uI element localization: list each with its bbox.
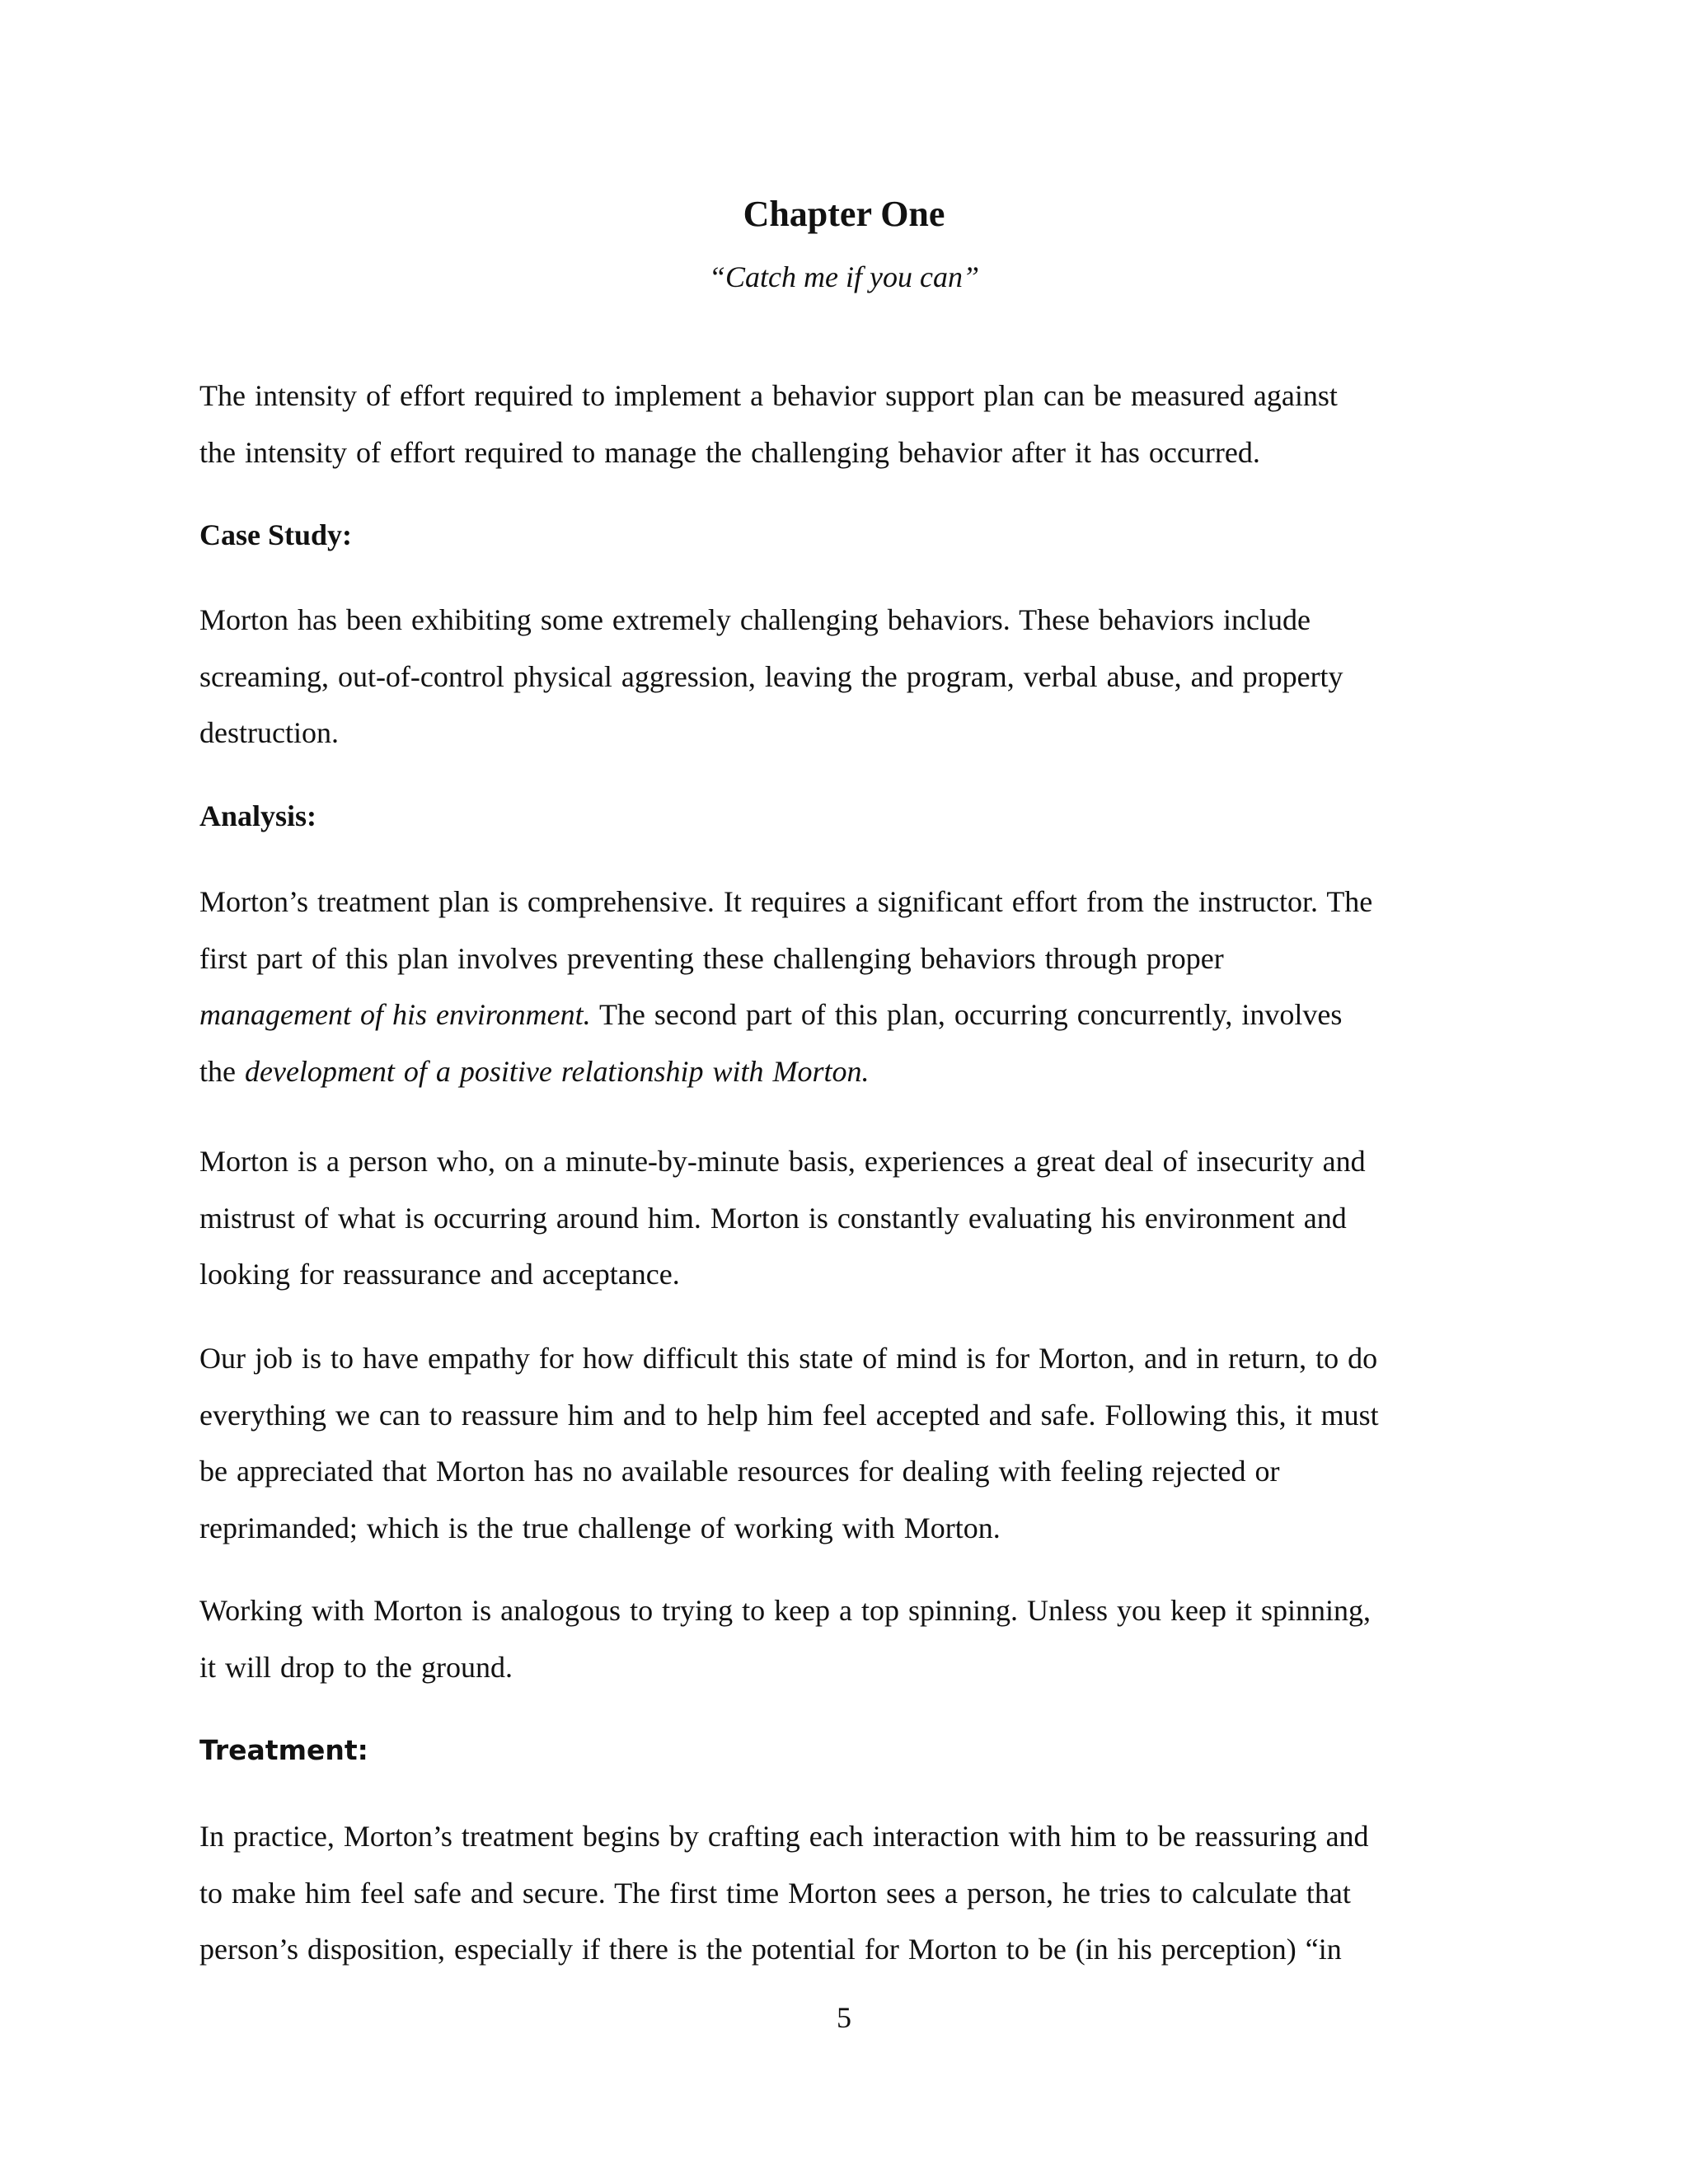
paragraph-line: reprimanded; which is the true challenge of working with Morton. [199,1511,1001,1544]
paragraph-line: everything we can to reassure him and to help him feel accepted and safe. Following this, it must [199,1398,1379,1432]
paragraph-line: person’s disposition, especially if there is the potential for Morton to be (in his perception) “in [199,1933,1342,1966]
emphasis-text: development of a positive relationship with Morton. [244,1054,870,1088]
paragraph-line [199,1043,1502,1100]
paragraph-line: In practice, Morton’s treatment begins by crafting each interaction with him to be reassuring and [199,1820,1369,1853]
paragraph-line: Morton has been exhibiting some extremely challenging behaviors. These behaviors include [199,603,1311,636]
paragraph-line: mistrust of what is occurring around him. Morton is constantly evaluating his environment and [199,1201,1347,1235]
intro-paragraph [199,368,1502,480]
paragraph-line: first part of this plan involves preventing these challenging behaviors through proper [199,941,1224,975]
paragraph-line: destruction. [199,716,339,749]
page-number: 5 [837,2001,851,2034]
analysis-paragraph-2 [199,1133,1502,1303]
emphasis-text: management of his environment. [199,998,591,1031]
paragraph-line [199,987,1502,1043]
paragraph-line: the intensity of effort required to manage the challenging behavior after it has occurred. [199,435,1260,469]
analysis-heading: Analysis: [199,799,317,832]
paragraph-line: looking for reassurance and acceptance. [199,1258,680,1291]
paragraph-line: Our job is to have empathy for how difficult this state of mind is for Morton, and in return, to do [199,1342,1378,1375]
treatment-paragraph [199,1808,1502,1978]
paragraph-line: The intensity of effort required to implement a behavior support plan can be measured against [199,379,1338,412]
chapter-epigraph: “Catch me if you can” [709,260,979,293]
paragraph-line: Working with Morton is analogous to trying to keep a top spinning. Unless you keep it spinning, [199,1594,1371,1627]
paragraph-line: to make him feel safe and secure. The first time Morton sees a person, he tries to calculate that [199,1876,1351,1910]
paragraph-text: the [199,1054,245,1088]
paragraph-line: it will drop to the ground. [199,1650,513,1684]
paragraph-text: The second part of this plan, occurring concurrently, involves [590,998,1343,1031]
case-study-paragraph [199,592,1502,762]
chapter-title: Chapter One [743,194,945,234]
treatment-heading: Treatment: [199,1734,368,1766]
analysis-paragraph-4 [199,1582,1502,1695]
paragraph-line: be appreciated that Morton has no available resources for dealing with feeling rejected or [199,1455,1280,1488]
paragraph-line: Morton’s treatment plan is comprehensive. It requires a significant effort from the instructor. The [199,885,1373,918]
paragraph-line: screaming, out-of-control physical aggression, leaving the program, verbal abuse, and property [199,659,1343,693]
analysis-paragraph-3 [199,1330,1502,1556]
case-study-heading: Case Study: [199,518,353,551]
analysis-paragraph-1 [199,874,1502,1099]
paragraph-line: Morton is a person who, on a minute-by-minute basis, experiences a great deal of insecurity and [199,1145,1366,1178]
